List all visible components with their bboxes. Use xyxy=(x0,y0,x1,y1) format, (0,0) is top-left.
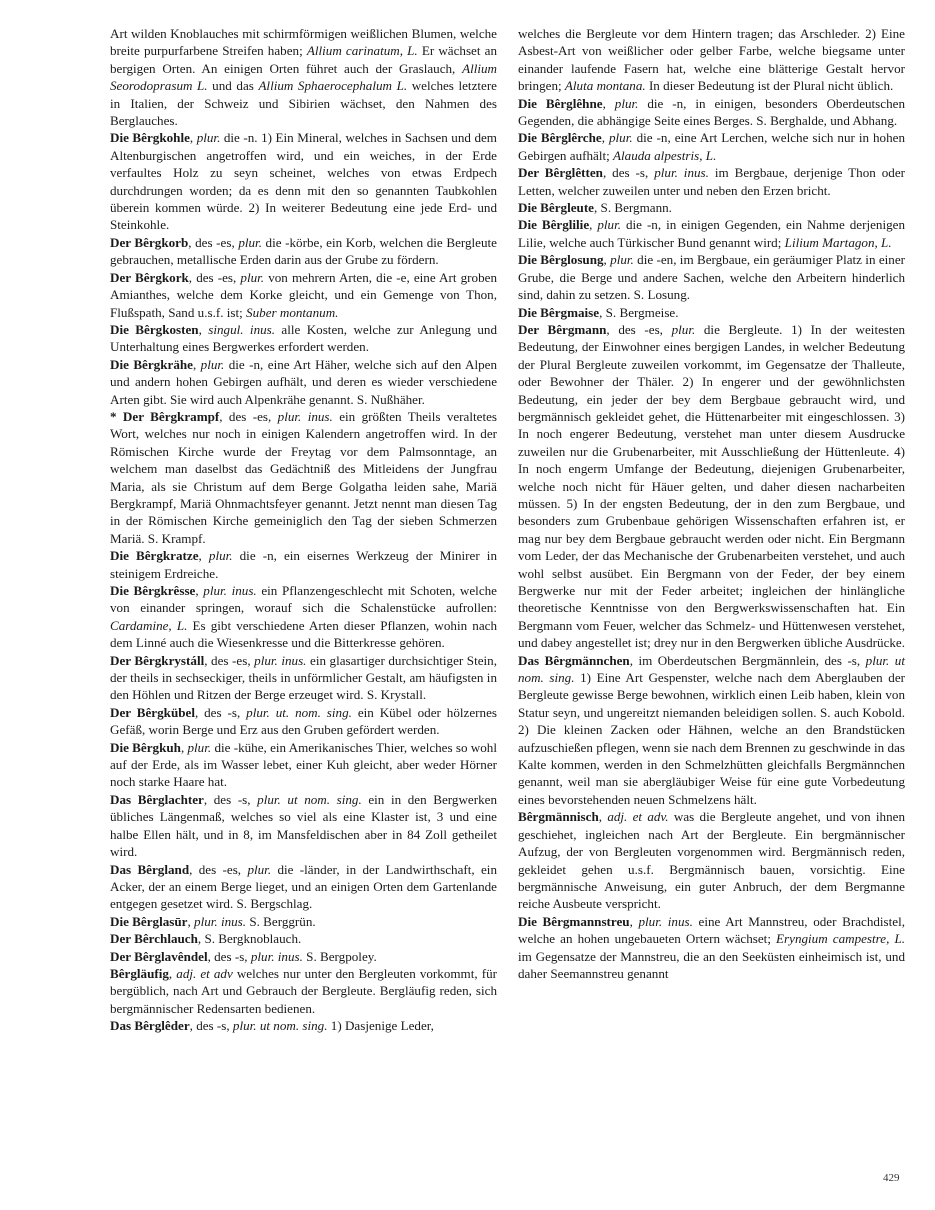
dictionary-entry xyxy=(110,547,497,582)
entry-headword: Das Bêrglêder xyxy=(110,1018,190,1034)
entry-text: eine Art Mannstreu, oder Brachdistel, welche an hohen ungebaueten Ortern wächset; xyxy=(518,913,906,947)
dictionary-entry xyxy=(518,652,905,809)
entry-italic-term: plur. ut nom. sing. xyxy=(257,791,362,807)
entry-headword: Die Bêrgkratze xyxy=(110,548,199,564)
dictionary-entry xyxy=(518,913,905,983)
entry-text: , xyxy=(198,321,209,337)
entry-text: , des -es, xyxy=(189,861,248,877)
entry-headword: Das Bêrglachter xyxy=(110,791,204,807)
entry-text: die -n, ein eisernes Werkzeug der Minirer in steinigem Erdreiche. xyxy=(110,548,497,581)
entry-headword: Der Bêrgkübel xyxy=(110,704,195,720)
entry-text: , des -es, xyxy=(606,321,672,337)
entry-headword: Bêrgläufig xyxy=(110,965,169,981)
entry-text: , xyxy=(187,913,195,929)
dictionary-entry xyxy=(110,791,497,861)
entry-text: Er wächset an bergigen Orten. An einigen Orten führet auch der Graslauch, xyxy=(110,43,497,76)
entry-headword: Die Bêrgkuh xyxy=(110,739,181,755)
entry-headword: Bêrgmännisch xyxy=(518,809,599,825)
page-number: 429 xyxy=(883,1172,900,1184)
dictionary-entry xyxy=(110,913,497,930)
entry-italic-term: plur. ut nom. sing. xyxy=(232,1018,328,1034)
entry-text: , des -es, xyxy=(188,269,241,285)
entry-text: Art wilden Knoblauches mit schirmförmigen weißlichen Blumen, welche breite purpurfarbene Streifen haben; xyxy=(110,26,497,59)
entry-text: im Gegensatze der Mannstreu, die an den Seeküsten einheimisch ist, und daher Seemannstreu genannt xyxy=(518,948,905,981)
entry-italic-term: Allium Seorodoprasum L. xyxy=(110,60,497,94)
entry-italic-term: Cardamine, L. xyxy=(110,617,188,633)
entry-text: die -länder, in der Landwirthschaft, ein Acker, der an einem Berge lieget, und an einigen Orten dem Gartenlande entgegen gesetzet wird. S. Bergschlag. xyxy=(110,861,497,912)
dictionary-entry xyxy=(518,129,905,164)
entry-text: , xyxy=(602,95,615,111)
entry-text: die -kühe, ein Amerikanisches Thier, welches so wohl auf der Erde, als im Wasser lebet, einer Kuh gleicht, aber weder Hörner noch starke Haare hat. xyxy=(110,739,497,790)
entry-headword: Die Bêrgleute xyxy=(518,200,594,216)
dictionary-entry xyxy=(518,25,905,95)
entry-text: welches letztere in Italien, der Schweiz und Sibirien wächset, den Nahmen des Berglauches. xyxy=(110,78,497,129)
entry-text: ein größten Theils veraltetes Wort, welches nur noch in einigen Kalendern angetroffen wird. In der Römischen Kirche wurde der Freytag vor dem Palmsonntage, an welchem man daselbst das Gedächtniß des Mitleidens der Jungfrau Maria, als sie Christum auf dem Berge Golgatha leiden sahe, Mariä Bergkrampf, Mariä Ohnmachtsfeyer genannt. Jetzt nennt man diesen Tag in der Römischen Kirche gemeiniglich den Tag der sieben Schmerzen Mariä. S. Krampf. xyxy=(110,408,497,546)
entry-text: , des -s, xyxy=(203,791,258,807)
entry-italic-term: Allium Sphaerocephalum L. xyxy=(258,78,408,94)
entry-text: 1) Eine Art Gespenster, welche nach dem Aberglauben der Bergleute gewisse Berge bewohnen, wirklich einen Leib haben, klein von Statur seyn, und ungereitzt niemanden beleidigen sollen. S. auch Kobold. 2) Die kleinen Zacken oder Hähnen, welche an den Brandstücken aufzuschießen pflegen, wenn sie nach dem Brennen zu geschwinde in das Kalte kommen, werden in den Schmelzhütten gleichfalls Bergmännchen genannt, weil man sie abergläubiger Weise für eine gute Vorbedeutung eines bevorstehenden neuen Schmelzens hält. xyxy=(518,670,905,807)
dictionary-entry xyxy=(110,356,497,408)
dictionary-entry xyxy=(518,808,905,912)
dictionary-entry xyxy=(518,251,905,303)
entry-text: von mehrern Arten, die -e, eine Art groben Amianthes, welche dem Korke gleicht, und ein Gemenge von Thon, Flußspath, Sand u.s.f. ist; xyxy=(110,269,497,320)
entry-text: , xyxy=(168,965,177,981)
entry-text: was die Bergleute angehet, und von ihnen geschiehet, ingleichen nach Art der Bergleute. Ein bergmännischer Aufzug, der von Bergleuten vorgenommen wird. Bergmännisch reden, gekleidet gehen u.s.f. Bergmännisch bauen, vorsichtig. Eine bergmännische Anweisung, ein guter Anbruch, der dem Bergmanne reiche Ausbeute verspricht. xyxy=(518,809,906,912)
entry-text: , xyxy=(195,583,204,598)
dictionary-entry xyxy=(110,965,497,1017)
entry-headword: * Der Bêrgkrampf xyxy=(110,408,220,424)
dictionary-entry xyxy=(110,652,497,704)
dictionary-entry xyxy=(110,408,497,547)
dictionary-entry xyxy=(518,199,905,216)
dictionary-entry xyxy=(110,234,497,269)
entry-headword: Die Bêrgkohle xyxy=(110,130,190,146)
entry-text: die -n, eine Art Lerchen, welche sich nur in hohen Gebirgen aufhält; xyxy=(518,130,906,163)
entry-text: , S. Bergknoblauch. xyxy=(197,931,302,947)
dictionary-entry xyxy=(110,739,497,791)
entry-text: im Bergbaue, derjenige Thon oder Letten, welcher zuweilen unter und neben den Erzen bricht. xyxy=(518,165,905,198)
entry-italic-term: plur. xyxy=(597,217,622,233)
entry-text: die -körbe, ein Korb, welchen die Bergleute gebrauchen, metallische Erden darin aus der Grube zu fördern. xyxy=(110,234,497,268)
entry-italic-term: plur. xyxy=(608,130,633,146)
entry-italic-term: plur. inus. xyxy=(638,913,693,929)
entry-text: die -n, eine Art Häher, welche sich auf den Alpen und andern hohen Gebirgen aufhält, und deren es wieder verschiedene Arten gibt. Sie wird auch Alpenkrähe genannt. S. Nußhäher. xyxy=(110,356,498,407)
entry-italic-term: plur. xyxy=(208,548,233,564)
dictionary-entry xyxy=(110,1017,497,1034)
entry-headword: Die Bêrgkosten xyxy=(110,321,199,337)
entry-headword: Die Bêrgmannstreu xyxy=(518,913,630,929)
entry-text: , des -es, xyxy=(219,408,278,424)
dictionary-entry xyxy=(110,861,497,913)
dictionary-entry xyxy=(110,704,497,739)
entry-text: , xyxy=(198,548,209,564)
right-column xyxy=(518,25,905,982)
entry-headword: Der Bêrgmann xyxy=(518,321,607,337)
entry-headword: Das Bêrgland xyxy=(110,861,190,877)
entry-text: die -n. 1) Ein Mineral, welches in Sachsen und dem Altenburgischen angetroffen wird, und ein weiches, in der Erde verfaultes Holz zu seyn scheinet, welches von etwas Erdpech durchdrungen worden; da es denn mit den so genannten Taubkohlen überein kommen würde. 2) In weiterer Bedeutung eine jede Erd- und Steinkohle. xyxy=(110,130,497,233)
entry-text: , xyxy=(598,809,608,825)
entry-text: , xyxy=(601,130,609,146)
entry-italic-term: plur. xyxy=(200,356,225,372)
entry-headword: Die Bêrglilie xyxy=(518,217,590,233)
dictionary-entry xyxy=(518,164,905,199)
entry-text: , xyxy=(180,739,188,755)
dictionary-entry xyxy=(110,948,497,965)
entry-headword: Die Bêrglêhne xyxy=(518,95,603,111)
entry-headword: Die Bêrglasūr xyxy=(110,913,188,929)
entry-text: alle Kosten, welche zur Anlegung und Unterhaltung eines Bergwerkes erfordert werden. xyxy=(110,321,497,355)
entry-text: , des -s, xyxy=(602,165,655,181)
entry-italic-term: Eryngium campestre, L. xyxy=(776,931,905,947)
entry-text: , xyxy=(189,130,197,146)
entry-italic-term: plur. xyxy=(610,252,634,268)
entry-text: 1) Dasjenige Leder, xyxy=(327,1018,434,1034)
entry-italic-term: Lilium Martagon, L. xyxy=(784,234,892,250)
entry-text: ein glasartiger durchsichtiger Stein, der theils in sechseckiger, theils in unförmlicher Gestalt, am häufigsten in den Höhlen und Ritzen der Berge erzeuget wird. S. Krystall. xyxy=(110,652,497,703)
dictionary-entry xyxy=(518,304,905,321)
entry-italic-term: plur. ut. nom. sing. xyxy=(246,704,352,720)
entry-italic-term: plur. inus. xyxy=(654,165,709,181)
entry-headword: Der Bêrchlauch xyxy=(110,931,198,947)
entry-italic-term: plur. inus. xyxy=(250,948,303,964)
entry-italic-term: plur. inus. xyxy=(277,408,333,424)
entry-text: ein Kübel oder hölzernes Gefäß, worin Berge und Erz aus den Gruben gefördert werden. xyxy=(110,704,497,738)
entry-text: welches nur unter den Bergleuten vorkommt, für bergüblich, nach Art und Gebrauch der Bergleute. Bergläufig reden, sich bergmännischer Redensarten bedienen. xyxy=(110,965,497,1016)
entry-text: , des -es, xyxy=(204,652,255,668)
dictionary-entry xyxy=(110,25,497,129)
entry-text: , S. Bergmeise. xyxy=(599,304,679,320)
entry-italic-term: plur. xyxy=(671,321,696,337)
left-column xyxy=(110,25,497,1035)
entry-text: Es gibt verschiedene Arten dieser Pflanzen, wohin nach dem Linné auch die Wiesenkresse und die Bitterkresse gehören. xyxy=(110,617,497,651)
dictionary-entry xyxy=(110,129,497,233)
entry-italic-term: plur. xyxy=(196,130,221,146)
entry-italic-term: Alauda alpestris, L. xyxy=(613,147,717,163)
entry-text: , des -s, xyxy=(207,948,251,964)
entry-text: welches die Bergleute vor dem Hintern tragen; das Arschleder. 2) Eine Asbest-Art von weißlicher oder gelber Farbe, welche biegsame unter einander laufende Fasern hat, welche eine blätterige Gestalt hervor bringen; xyxy=(518,26,905,94)
entry-headword: Die Bêrgkrähe xyxy=(110,356,193,372)
entry-text: S. Bergpoley. xyxy=(302,948,377,964)
entry-headword: Der Bêrgkorb xyxy=(110,234,189,250)
entry-text: , des -s, xyxy=(189,1018,233,1034)
dictionary-entry xyxy=(110,582,497,652)
entry-text: ein in den Bergwerken übliches Längenmaß, welches so viel als eine Klaster ist, 3 und eine halbe Ellen hält, und in 8, im Mansfeldischen aber in 84 Zoll getheilet wird. xyxy=(110,791,497,860)
dictionary-entry xyxy=(518,321,905,652)
entry-italic-term: plur. xyxy=(240,269,265,285)
entry-text: die -n, in einigen, besonders Oberdeutschen Gegenden, die abhängige Seite eines Berges. S. Berghalde, und Abhang. xyxy=(518,95,905,129)
entry-italic-term: adj. et adv. xyxy=(607,809,669,825)
entry-text: , xyxy=(603,252,611,268)
entry-headword: Die Bêrgmaise xyxy=(518,304,600,320)
entry-italic-term: plur. xyxy=(614,95,639,111)
entry-italic-term: singul. inus. xyxy=(208,321,276,337)
entry-italic-term: plur. xyxy=(238,234,262,250)
entry-italic-term: plur. xyxy=(247,861,272,877)
entry-text: In dieser Bedeutung ist der Plural nicht üblich. xyxy=(645,78,894,94)
entry-headword: Der Bêrglêtten xyxy=(518,165,603,181)
entry-italic-term: plur. ut nom. sing. xyxy=(518,652,905,686)
entry-text: , xyxy=(192,356,201,372)
entry-headword: Der Bêrglavêndel xyxy=(110,948,208,964)
entry-text: ein Pflanzengeschlecht mit Schoten, welche von einander springen, worauf sich die Schalenstücke aufrollen: xyxy=(110,583,497,616)
entry-italic-term: plur. xyxy=(187,739,212,755)
entry-italic-term: Aluta montana. xyxy=(564,78,646,94)
entry-text: und das xyxy=(207,78,259,94)
entry-text: , des -es, xyxy=(188,234,239,250)
entry-text: , im Oberdeutschen Bergmännlein, des -s, xyxy=(629,652,866,668)
entry-italic-term: plur. inus. xyxy=(203,583,257,598)
entry-italic-term: Suber montanum. xyxy=(246,304,339,320)
entry-text: , des -s, xyxy=(194,704,247,720)
dictionary-entry xyxy=(110,930,497,947)
dictionary-entry xyxy=(110,269,497,321)
entry-italic-term: Allium carinatum, L. xyxy=(306,43,418,59)
entry-headword: Die Bêrglosung xyxy=(518,252,604,268)
entry-italic-term: plur. inus. xyxy=(194,913,247,929)
dictionary-entry xyxy=(518,95,905,130)
entry-text: die -n, in einigen Gegenden, ein Nahme derjenigen Lilie, welche auch Türkischer Bund genannt wird; xyxy=(518,217,905,250)
entry-headword: Die Bêrgkrêsse xyxy=(110,583,196,598)
entry-text: , xyxy=(629,913,639,929)
entry-text: S. Berggrün. xyxy=(246,913,316,929)
entry-italic-term: plur. inus. xyxy=(254,652,307,668)
entry-text: , xyxy=(589,217,598,233)
dictionary-entry xyxy=(110,321,497,356)
entry-text: die Bergleute. 1) In der weitesten Bedeutung, der Einwohner eines bergigen Landes, in welcher Bedeutung der Plural Bergleute zuweilen vorkommt, im Gegensatze der Thalleute, oder Bewohner der Thäler. 2) In engerer und der gewöhnlichsten Bedeutung, ein jeder der bey dem Bergbaue gebraucht wird, und bergmännisch gekleidet gehet, die Hüttenarbeiter mit eingeschlossen. 3) In noch engerer Bedeutung, verstehet man unter diesem Ausdrucke zuweilen nur die Grubenarbeiter, mit Ausschließung der Hüttenleute. 4) In noch engerm Umfange der Bedeutung, diejenigen Grubenarbeiter, welche noch nicht für Häuer gelten, und daher diesen nacharbeiten müssen. 5) In der engsten Bedeutung, der in den zum Bergbaue, und besonders zum Grubenbaue gehörigen Wissenschaften erfahren ist, er mag nur bey dem Bergbaue gebraucht werden oder nicht. Ein Bergmann vom Leder, der das Mechanische der Grubenarbeiten verstehet, und auch wohl selbst ausübet. Ein Bergmann von der Feder, der bey einem Bergwerke nur mit der Feder arbeitet; ingleichen der hinlängliche theoretische Kenntnisse von den Bergwerkswissenschaften hat. Ein Bergmann vom Feuer, welcher das Schmelz- und Hüttenwesen verstehet, und dabey angestellet ist; drey nur in den Bergwerken übliche Ausdrücke. xyxy=(518,321,906,651)
entry-text: , S. Bergmann. xyxy=(594,200,672,216)
entry-headword: Das Bêrgmännchen xyxy=(518,652,630,668)
entry-headword: Der Bêrgkrystáll xyxy=(110,652,205,668)
entry-headword: Der Bêrgkork xyxy=(110,269,189,285)
entry-text: die -en, im Bergbaue, ein geräumiger Platz in einer Grube, die Berge und andere Sachen, welche den Arbeitern hinderlich sind, dahin zu setzen. S. Losung. xyxy=(518,252,905,303)
entry-italic-term: adj. et adv xyxy=(176,965,233,981)
dictionary-entry xyxy=(518,216,905,251)
entry-headword: Die Bêrglêrche xyxy=(518,130,602,146)
